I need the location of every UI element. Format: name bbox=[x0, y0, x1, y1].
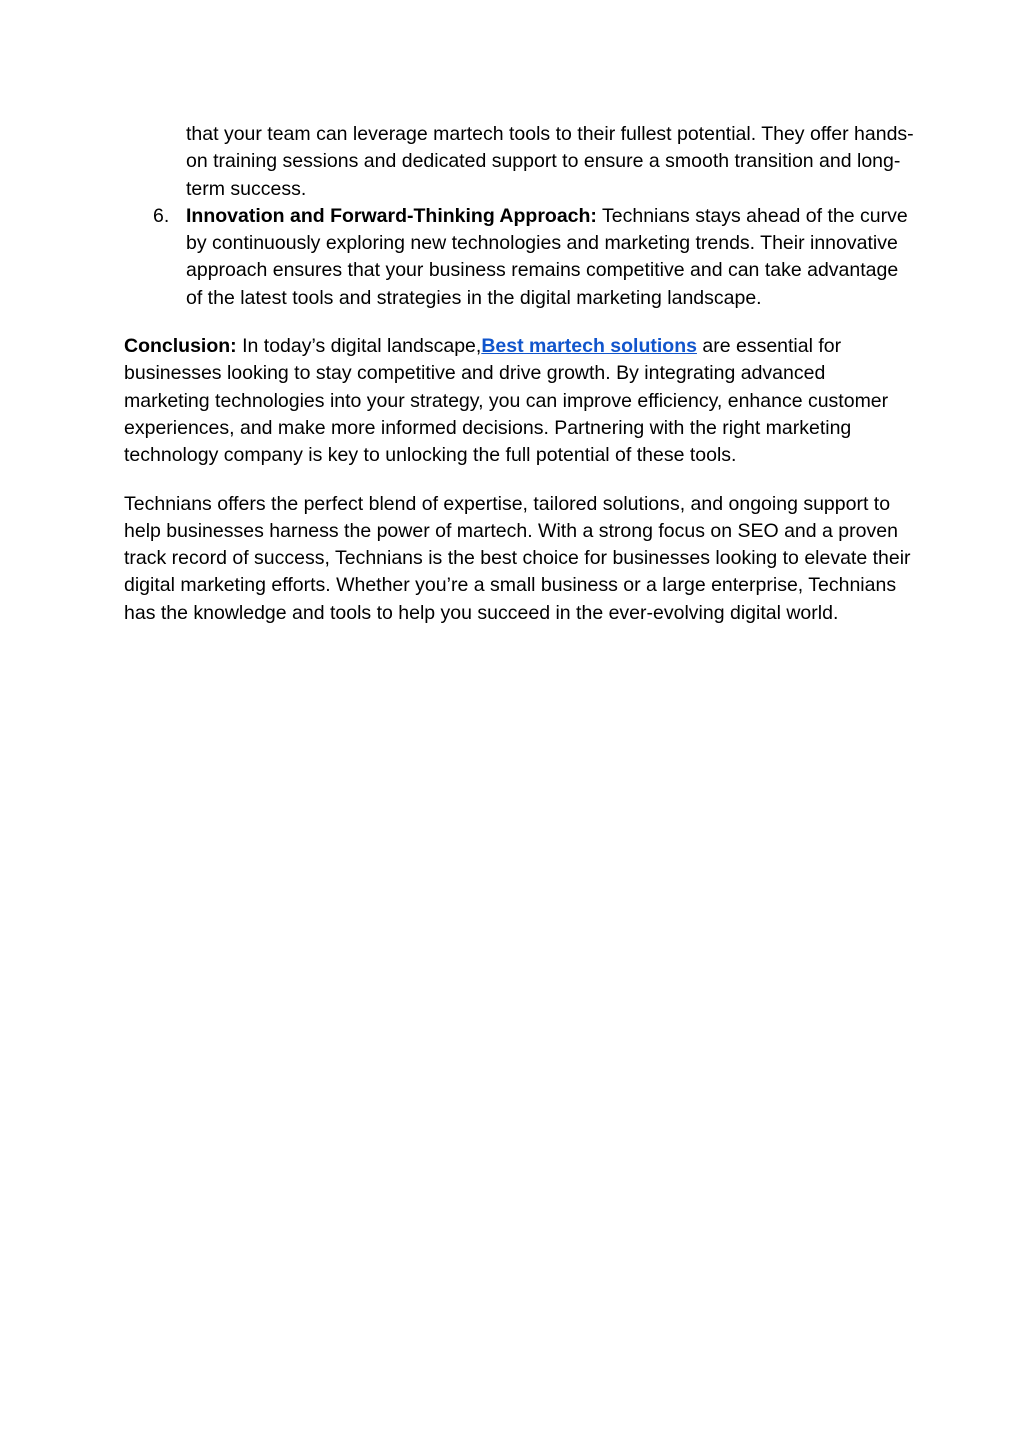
conclusion-text-after-link: are essential for businesses looking to stay competitive and drive growth. By integrating advanced marketing technologies into your strategy, you can improve efficiency, enhance customer experiences, and make more informed decisions. Partnering with the right marketing technology company is key to unlocking the full potential of these tools. bbox=[124, 335, 889, 467]
conclusion-text-before-link: In today’s digital landscape, bbox=[236, 335, 482, 358]
list-item-text: Technians stays ahead of the curve by continuously exploring new technologies and marketing trends. Their innovative approach ensures that your business remains competitive and can take advantage of the latest tools and strategies in the digital marketing landscape. bbox=[186, 204, 908, 309]
list-item-5-text: that your team can leverage martech tools to their fullest potential. They offer hands-on training sessions and dedicated support to ensure a smooth transition and long-term success. bbox=[186, 123, 914, 200]
conclusion-paragraph bbox=[124, 333, 914, 469]
conclusion-label: Conclusion: bbox=[124, 335, 237, 358]
closing-paragraph bbox=[124, 491, 914, 627]
list-item-5-continuation bbox=[186, 121, 914, 203]
list-number: 6. bbox=[153, 204, 170, 227]
document-page bbox=[124, 121, 914, 627]
list-item-6 bbox=[153, 203, 914, 312]
closing-paragraph-text: Technians offers the perfect blend of expertise, tailored solutions, and ongoing support to help businesses harness the power of martech. With a strong focus on SEO and a proven track record of success, Technians is the best choice for businesses looking to elevate their digital marketing efforts. Whether you’re a small business or a large enterprise, Technians has the knowledge and tools to help you succeed in the ever-evolving digital world. bbox=[124, 492, 911, 624]
list-item-title: Innovation and Forward-Thinking Approach: bbox=[186, 204, 597, 227]
best-martech-solutions-link[interactable]: Best martech solutions bbox=[481, 335, 697, 358]
